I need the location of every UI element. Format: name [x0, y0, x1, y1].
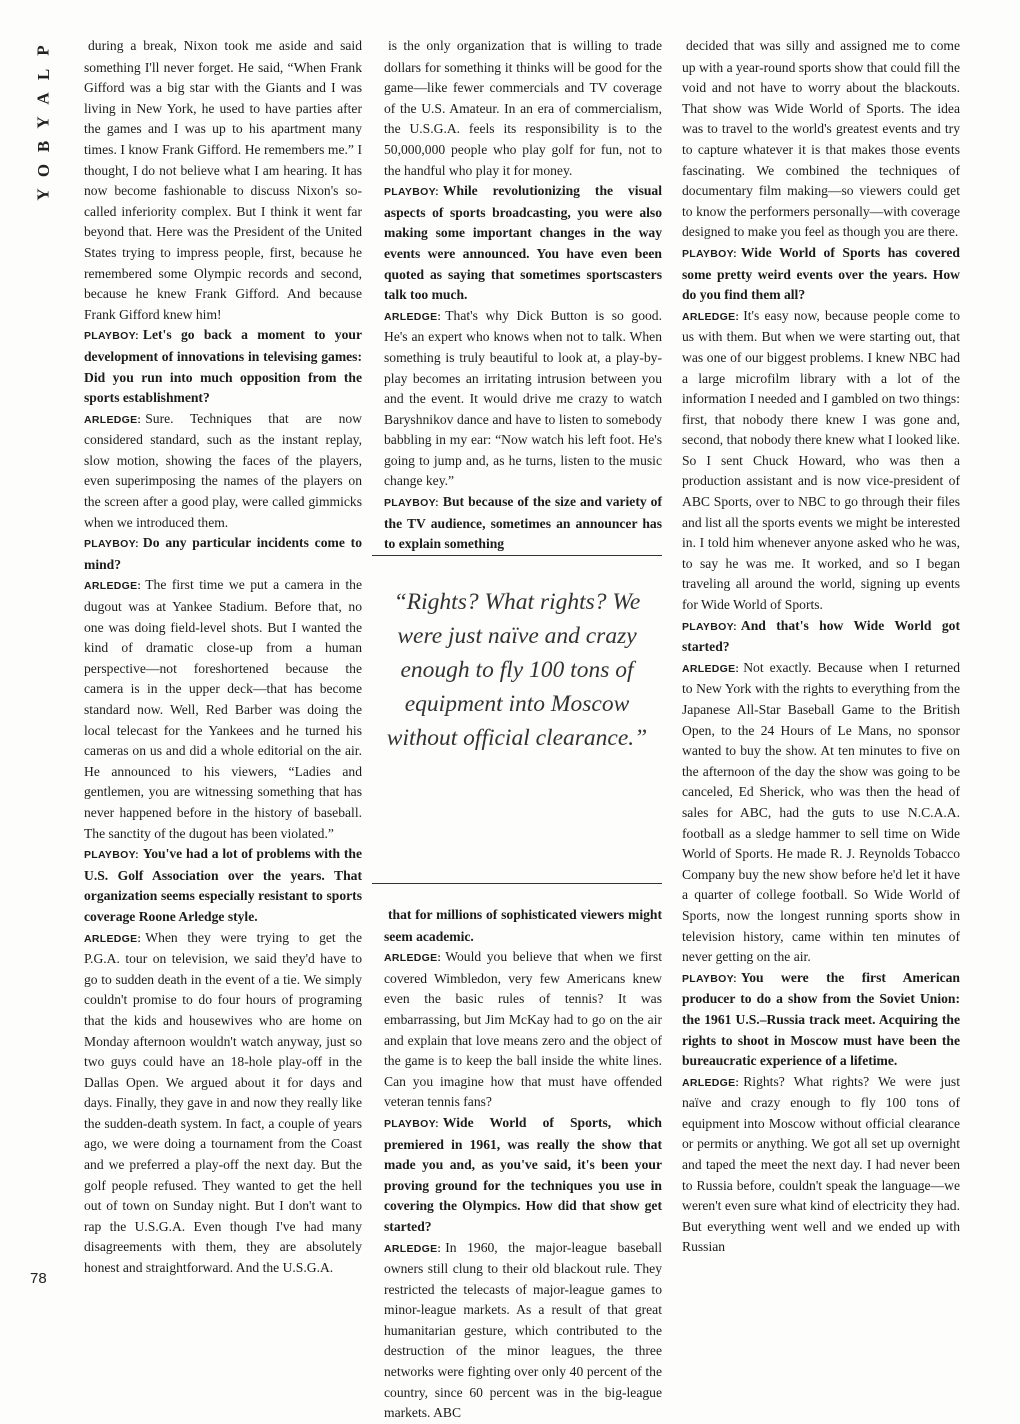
paragraph-text: decided that was silly and assigned me to come up with a year-round sports show that could fill the void and not have to worry about the blackouts. That show was Wide World of Sports. The idea was to travel to the world's greatest events and try to capture whatever it is that makes those events fascinating. We combined the techniques of documentary film making—so viewers could get to know the performers personally—with coverage designed to make you feel as though you are there. [682, 38, 960, 240]
paragraph-text: that for millions of sophisticated viewers might seem academic. [384, 907, 662, 944]
running-head [24, 38, 64, 206]
paragraph [384, 1113, 662, 1238]
paragraph [384, 36, 662, 181]
paragraph-text: Wide World of Sports, which premiered in 1961, was really the show that made you and, as you've said, it's been your proving ground for the techniques you use in covering the Olympics. How did that show get started? [384, 1114, 662, 1234]
paragraph [682, 616, 960, 658]
paragraph-text: While revolutionizing the visual aspects of sports broadcasting, you were also making some important changes in the way events were announced. You have even been quoted as saying that sometimes sportscasters talk too much. [384, 183, 662, 303]
paragraph [84, 575, 362, 844]
speaker-label: PLAYBOY: [384, 497, 439, 510]
speaker-label: PLAYBOY: [84, 538, 139, 551]
paragraph-text: When they were trying to get the P.G.A. tour on television, we said they'd have to go to sudden death in the event of a tie. We simply couldn't promise to do four hours of programing that the kids and housewives who are home on Monday afternoon wouldn't watch anyway, just so two guys could have an 18-hole play-off in the Dallas Open. We argued about it for days and days. Finally, they gave in and now they really like the sudden-death system. In fact, a couple of years ago, we were doing a tournament from the Coast and we preferred a play-off the next day. But the golf people refused. They wanted to get the hell out of town on Sunday night. But I don't want to rap the U.S.G.A. Even though I've had many disagreements with them, they are absolutely honest and straightforward. And the U.S.G.A. [84, 929, 362, 1276]
paragraph [84, 36, 362, 325]
column-1 [84, 36, 362, 1279]
running-head-letter: B [34, 139, 53, 153]
paragraph [84, 325, 362, 408]
paragraph-text: And that's how Wide World got started? [682, 617, 960, 655]
paragraph [384, 947, 662, 1113]
paragraph-text: Not exactly. Because when I returned to New York with the rights to everything from the Japanese All-Star Baseball Game to the British Open, to the 24 Hours of Le Mans, no sponsor wanted to buy the show. At ten minutes to five on the afternoon of the day the show was going to be canceled, Ed Sherick, who was then the head of sales for ABC, had the guts to use N.C.A.A. football as a sledge hammer to sell time on Wide World of Sports. He made R. J. Reynolds Tobacco Company buy the new show before he'd let it have a quarter of college football. So Wide World of Sports, now the longest running sports show in television history, came within ten minutes of never getting on the air. [682, 659, 960, 965]
paragraph [384, 492, 662, 555]
speaker-label: ARLEDGE: [84, 932, 142, 945]
paragraph [682, 306, 960, 616]
column-3 [682, 36, 960, 1258]
speaker-label: PLAYBOY: [84, 330, 139, 343]
running-head-letter: O [33, 162, 53, 178]
column-2-bottom [384, 905, 662, 1424]
speaker-label: PLAYBOY: [682, 972, 737, 985]
speaker-label: PLAYBOY: [682, 247, 737, 260]
pull-quote-box [372, 555, 662, 885]
pull-quote-top-rule [372, 555, 662, 556]
paragraph-text: Rights? What rights? We were just naïve and crazy enough to fly 100 tons of equipment into Moscow without official clearance or permits or anything. We got all set up overnight and taped the meet the next day. I had never been to Russia before, couldn't speak the language—we weren't even sure what kind of electricity they had. But everything went well and we ended up with Russian [682, 1073, 960, 1255]
speaker-label: PLAYBOY: [84, 849, 139, 862]
paragraph-text: The first time we put a camera in the dugout was at Yankee Stadium. Before that, no one was doing field-level shots. But I wanted the kind of dramatic close-up from a human perspective—not foreshortened because the camera is in the upper deck—that has become standard now. Well, Red Barber was doing the local telecast for the Yankees and he turned his cameras on us and did a whole editorial on the air. He announced to his viewers, “Ladies and gentlemen, you are witnessing something that has never happened before in the history of baseball. The sanctity of the dugout has been violated.” [84, 577, 362, 841]
paragraph-text: That's why Dick Button is so good. He's an expert who knows when not to talk. When something is truly beautiful to look at, a play-by-play becomes an irritating intrusion between you and the event. It would drive me crazy to watch Baryshnikov dance and have to listen to somebody babbling in my ear: “Now watch his left foot. He's going to jump and, as he turns, listen to the music change key.” [384, 307, 662, 489]
running-head-letter: Y [34, 115, 53, 129]
speaker-label: PLAYBOY: [384, 186, 439, 199]
speaker-label: ARLEDGE: [682, 662, 740, 675]
speaker-label: ARLEDGE: [682, 1076, 740, 1089]
column-2-top [384, 36, 662, 555]
paragraph [682, 968, 960, 1072]
running-head-letter: Y [34, 187, 53, 201]
paragraph [682, 243, 960, 306]
paragraph-text: Wide World of Sports has covered some pretty weird events over the years. How do you find them all? [682, 244, 960, 303]
paragraph-text: You've had a lot of problems with the U.S. Golf Association over the years. That organization seems especially resistant to sports coverage Roone Arledge style. [84, 846, 362, 924]
speaker-label: ARLEDGE: [384, 952, 442, 965]
paragraph [384, 181, 662, 306]
running-head-letter: A [34, 91, 53, 105]
paragraph-text: You were the first American producer to do a show from the Soviet Union: the 1961 U.S.–Russia track meet. Acquiring the rights to shoot in Moscow must have been the bureaucratic experience of a lifetime. [682, 969, 960, 1069]
speaker-label: ARLEDGE: [384, 310, 442, 323]
running-head-letter: L [34, 67, 53, 81]
paragraph [682, 658, 960, 968]
pull-quote-bottom-rule [372, 883, 662, 884]
paragraph [384, 905, 662, 947]
paragraph [384, 306, 662, 492]
paragraph-text: But because of the size and variety of the TV audience, sometimes an announcer has to explain something [384, 494, 662, 552]
speaker-label: ARLEDGE: [384, 1242, 442, 1255]
paragraph [682, 36, 960, 243]
paragraph-text: In 1960, the major-league baseball owners still clung to their old blackout rule. They restricted the telecasts of major-league games to minor-league markets. As a result of that great humanitarian gesture, which contributed to the destruction of the minor leagues, the three networks were fighting over only 40 percent of the country, since 60 percent was in the big-league markets. ABC [384, 1239, 662, 1421]
paragraph [84, 409, 362, 534]
paragraph-text: is the only organization that is willing to trade dollars for something it thinks will be good for the game—like fewer commercials and TV coverage of the U.S. Amateur. In an era of commercialism, the U.S.G.A. feels its responsibility is to the 50,000,000 people who play golf for fun, not to the handful who play it for money. [384, 38, 662, 178]
page-number: 78 [30, 1270, 47, 1287]
running-head-letter: P [33, 44, 53, 56]
paragraph [682, 1072, 960, 1258]
speaker-label: PLAYBOY: [384, 1117, 439, 1130]
paragraph [384, 1238, 662, 1424]
paragraph [84, 844, 362, 927]
paragraph-text: Sure. Techniques that are now considered standard, such as the instant replay, slow motion, showing the faces of the players, even superimposing the names of the players on the screen after a good play, were called gimmicks when we introduced them. [84, 410, 362, 530]
paragraph-text: during a break, Nixon took me aside and said something I'll never forget. He said, “When Frank Gifford was a big star with the Giants and I was living in New York, he used to have parties after the games and I was up to his apartment many times. I know Frank Gifford. He remembers me.” I thought, I do not believe what I am hearing. It has now become fashionable to discuss Nixon's so-called inferiority complex. But I think it went far beyond that. Here was the President of the United States trying to impress people, first, because he remembered some Olympic records and second, because he knew Frank Gifford. And because Frank Gifford knew him! [84, 38, 362, 322]
paragraph [84, 928, 362, 1279]
paragraph-text: Let's go back a moment to your development of innovations in televising games: Did you run into much opposition from the sports establishment? [84, 327, 362, 406]
paragraph-text: It's easy now, because people come to us with them. But when we were starting out, that was one of our biggest problems. I knew NBC had a large microfilm library with a lot of the information I needed and I gambled on two things: first, that nobody there knew I was gone and, second, that nobody there knew what I looked like. So I sent Chuck Howard, who was then a production assistant and is now vice-president of ABC Sports, over to NBC to go through their files and list all the sports events we might be interested in. I told him whenever anyone asked who he was, to say he was me. It worked, and so I began traveling all around the world, signing up events for Wide World of Sports. [682, 307, 960, 613]
paragraph [84, 533, 362, 575]
speaker-label: PLAYBOY: [682, 620, 737, 633]
speaker-label: ARLEDGE: [682, 310, 740, 323]
pull-quote: “Rights? What rights? We were just naïve and crazy enough to fly 100 tons of equipment into Moscow without official clearance.” [386, 589, 648, 751]
speaker-label: ARLEDGE: [84, 413, 142, 426]
speaker-label: ARLEDGE: [84, 580, 142, 593]
paragraph-text: Would you believe that when we first covered Wimbledon, very few Americans knew even the basic rules of tennis? It was embarrassing, but Jim McKay had to go on the air and explain that love means zero and the object of the game is to keep the ball inside the white lines. Can you imagine how that must have offended veteran tennis fans? [384, 949, 662, 1110]
paragraph-text: Do any particular incidents come to mind? [84, 535, 362, 572]
